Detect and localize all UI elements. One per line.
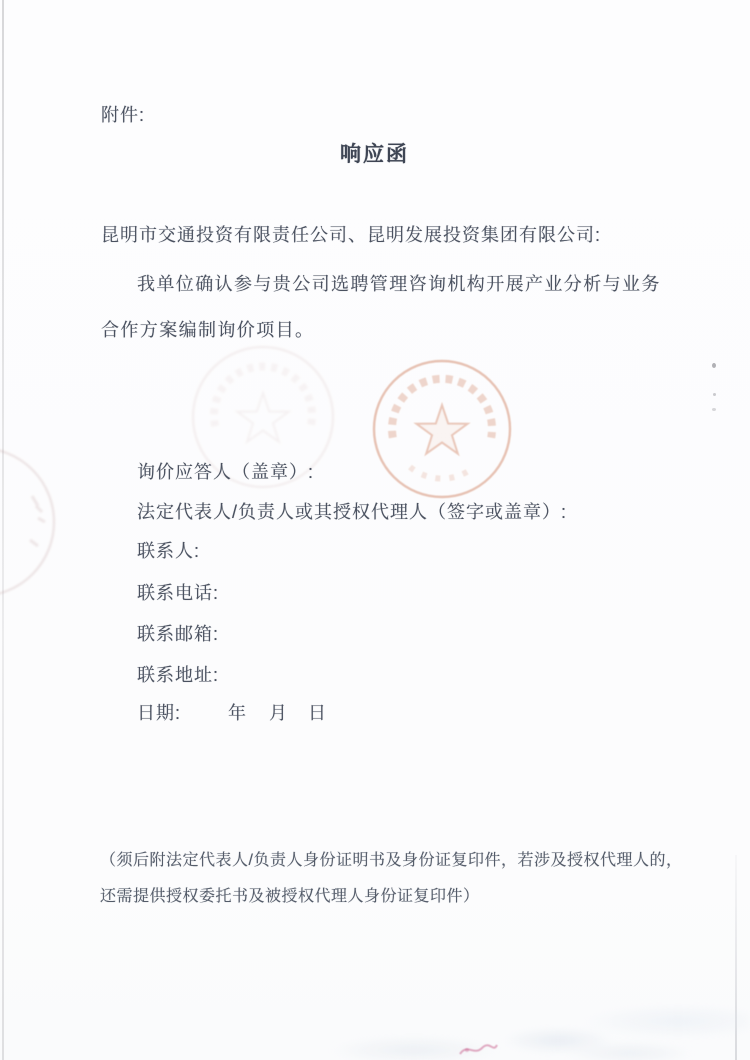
date-row: [137, 699, 327, 725]
footnote-line-2: 还需提供授权委托书及被授权代理人身份证复印件）: [100, 888, 480, 905]
footnote-line-1: （须后附法定代表人/负责人身份证明书及身份证复印件，若涉及授权代理人的，: [100, 852, 683, 869]
bottom-pink-ink-mark: [455, 1040, 500, 1060]
red-company-seal-stamp-icon: [365, 352, 520, 507]
scan-smudge-bottom: [270, 995, 750, 1060]
field-label-contact-email: 联系邮箱:: [137, 624, 220, 644]
edge-partial-seal-stamp-icon: [0, 444, 65, 609]
document-title: 响应函: [340, 143, 409, 166]
field-label-respondent-seal: 询价应答人（盖章）:: [137, 462, 315, 482]
ink-speck: [712, 363, 716, 368]
addressee-line: 昆明市交通投资有限责任公司、昆明发展投资集团有限公司:: [101, 225, 601, 245]
field-label-legal-representative: 法定代表人/负责人或其授权代理人（签字或盖章）:: [137, 502, 567, 522]
attachment-label: 附件:: [101, 105, 146, 125]
field-label-contact-person: 联系人:: [137, 541, 201, 561]
ink-speck: [712, 408, 716, 411]
body-paragraph-line-2: 合作方案编制询价项目。: [101, 320, 315, 340]
field-label-contact-address: 联系地址:: [137, 665, 220, 685]
date-month-label: 月: [269, 703, 289, 723]
ink-speck: [713, 393, 716, 396]
date-year-label: 年: [228, 703, 248, 723]
field-label-contact-phone: 联系电话:: [137, 583, 220, 603]
date-day-label: 日: [308, 703, 328, 723]
date-label: 日期:: [137, 703, 182, 723]
body-paragraph-line-1: 我单位确认参与贵公司选聘管理咨询机构开展产业分析与业务: [137, 274, 661, 294]
